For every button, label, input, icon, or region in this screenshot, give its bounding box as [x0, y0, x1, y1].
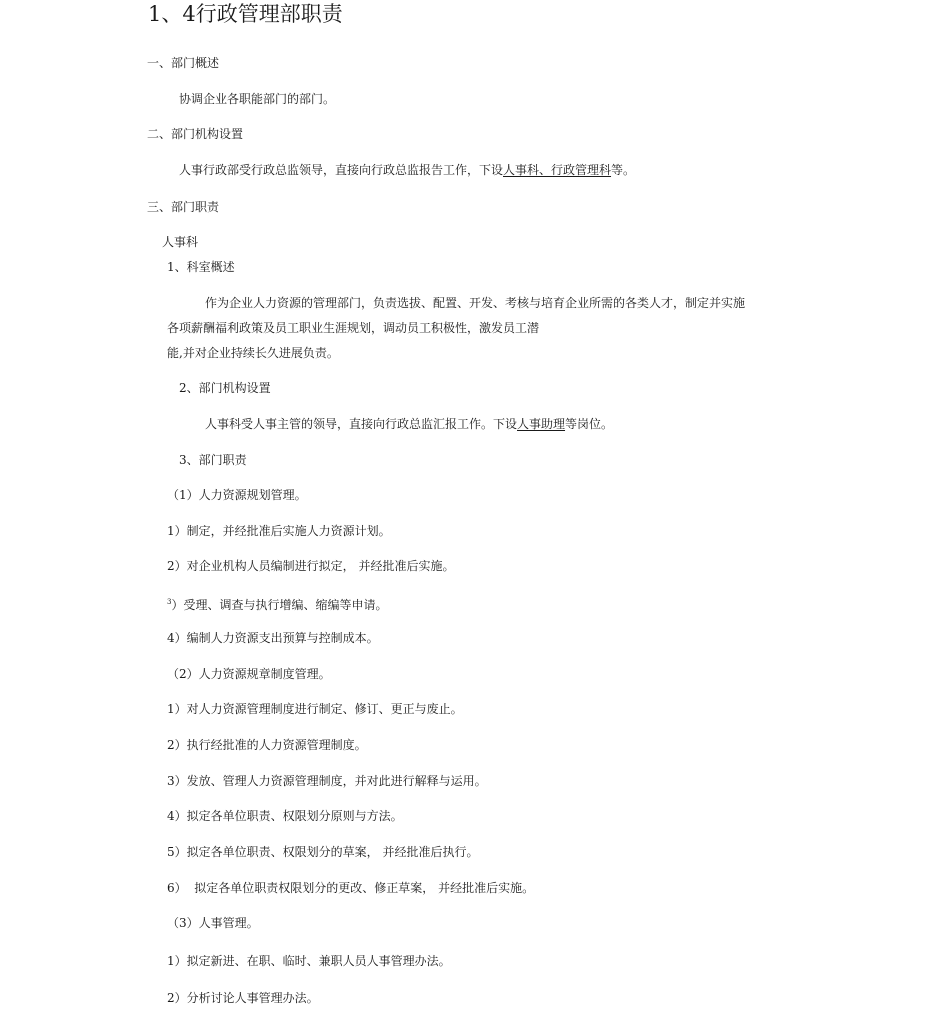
k2-body-text: 人事科受人事主管的领导，直接向行政总监汇报工作。下设 — [205, 417, 518, 431]
k1-body-line-1: 作为企业人力资源的管理部门，负责选拔、配置、开发、考核与培育企业所需的各类人才，制定并实施 — [205, 296, 746, 310]
section-1-body: 协调企业各职能部门的部门。 — [179, 92, 336, 106]
list-item: 1）制定，并经批准后实施人力资源计划。 — [167, 524, 391, 538]
list-item: 4）编制人力资源支出预算与控制成本。 — [167, 631, 379, 645]
list-item: 5）拟定各单位职责、权限划分的草案， 并经批准后执行。 — [167, 845, 479, 859]
document-title: 1、4行政管理部职责 — [148, 2, 343, 26]
section-2-body-text: 人事行政部受行政总监领导，直接向行政总监报告工作，下设 — [179, 163, 504, 177]
list-item: 2）分析讨论人事管理办法。 — [167, 991, 319, 1005]
k1-heading: 1、科室概述 — [167, 260, 235, 274]
section-2-heading: 二、部门机构设置 — [147, 127, 244, 141]
k1-body-line-3: 能,并对企业持续长久进展负责。 — [167, 346, 339, 360]
list-item — [167, 594, 387, 613]
k2-body — [205, 416, 613, 432]
group-3-heading: （3）人事管理。 — [167, 916, 259, 930]
list-item: 1）拟定新进、在职、临时、兼职人员人事管理办法。 — [167, 954, 451, 968]
subsection-heading: 人事科 — [162, 235, 199, 249]
k1-body-line-2: 各项薪酬福利政策及员工职业生涯规划，调动员工积极性，激发员工潜 — [167, 321, 540, 335]
list-item-text: ）受理、调查与执行增编、缩编等申请。 — [171, 598, 388, 612]
list-item-number: 3 — [167, 598, 172, 606]
k3-heading: 3、部门职责 — [179, 453, 247, 467]
section-2-units-link: 人事科、行政管理科 — [503, 163, 612, 177]
section-2-body-end: 等。 — [611, 163, 636, 177]
list-item: 1）对人力资源管理制度进行制定、修订、更正与废止。 — [167, 702, 463, 716]
section-1-heading: 一、部门概述 — [147, 56, 220, 70]
group-1-heading: （1）人力资源规划管理。 — [167, 488, 307, 502]
list-item: 6） 拟定各单位职责权限划分的更改、修正草案， 并经批准后实施。 — [167, 881, 535, 895]
list-item: 3）发放、管理人力资源管理制度，并对此进行解释与运用。 — [167, 774, 487, 788]
group-2-heading: （2）人力资源规章制度管理。 — [167, 667, 331, 681]
section-2-body — [179, 162, 635, 178]
k2-body-end: 等岗位。 — [565, 417, 614, 431]
list-item: 2）对企业机构人员编制进行拟定， 并经批准后实施。 — [167, 559, 455, 573]
list-item: 2）执行经批准的人力资源管理制度。 — [167, 738, 367, 752]
section-3-heading: 三、部门职责 — [147, 200, 220, 214]
k2-assistant-link: 人事助理 — [517, 417, 566, 431]
k2-heading: 2、部门机构设置 — [179, 381, 271, 395]
list-item: 4）拟定各单位职责、权限划分原则与方法。 — [167, 809, 403, 823]
